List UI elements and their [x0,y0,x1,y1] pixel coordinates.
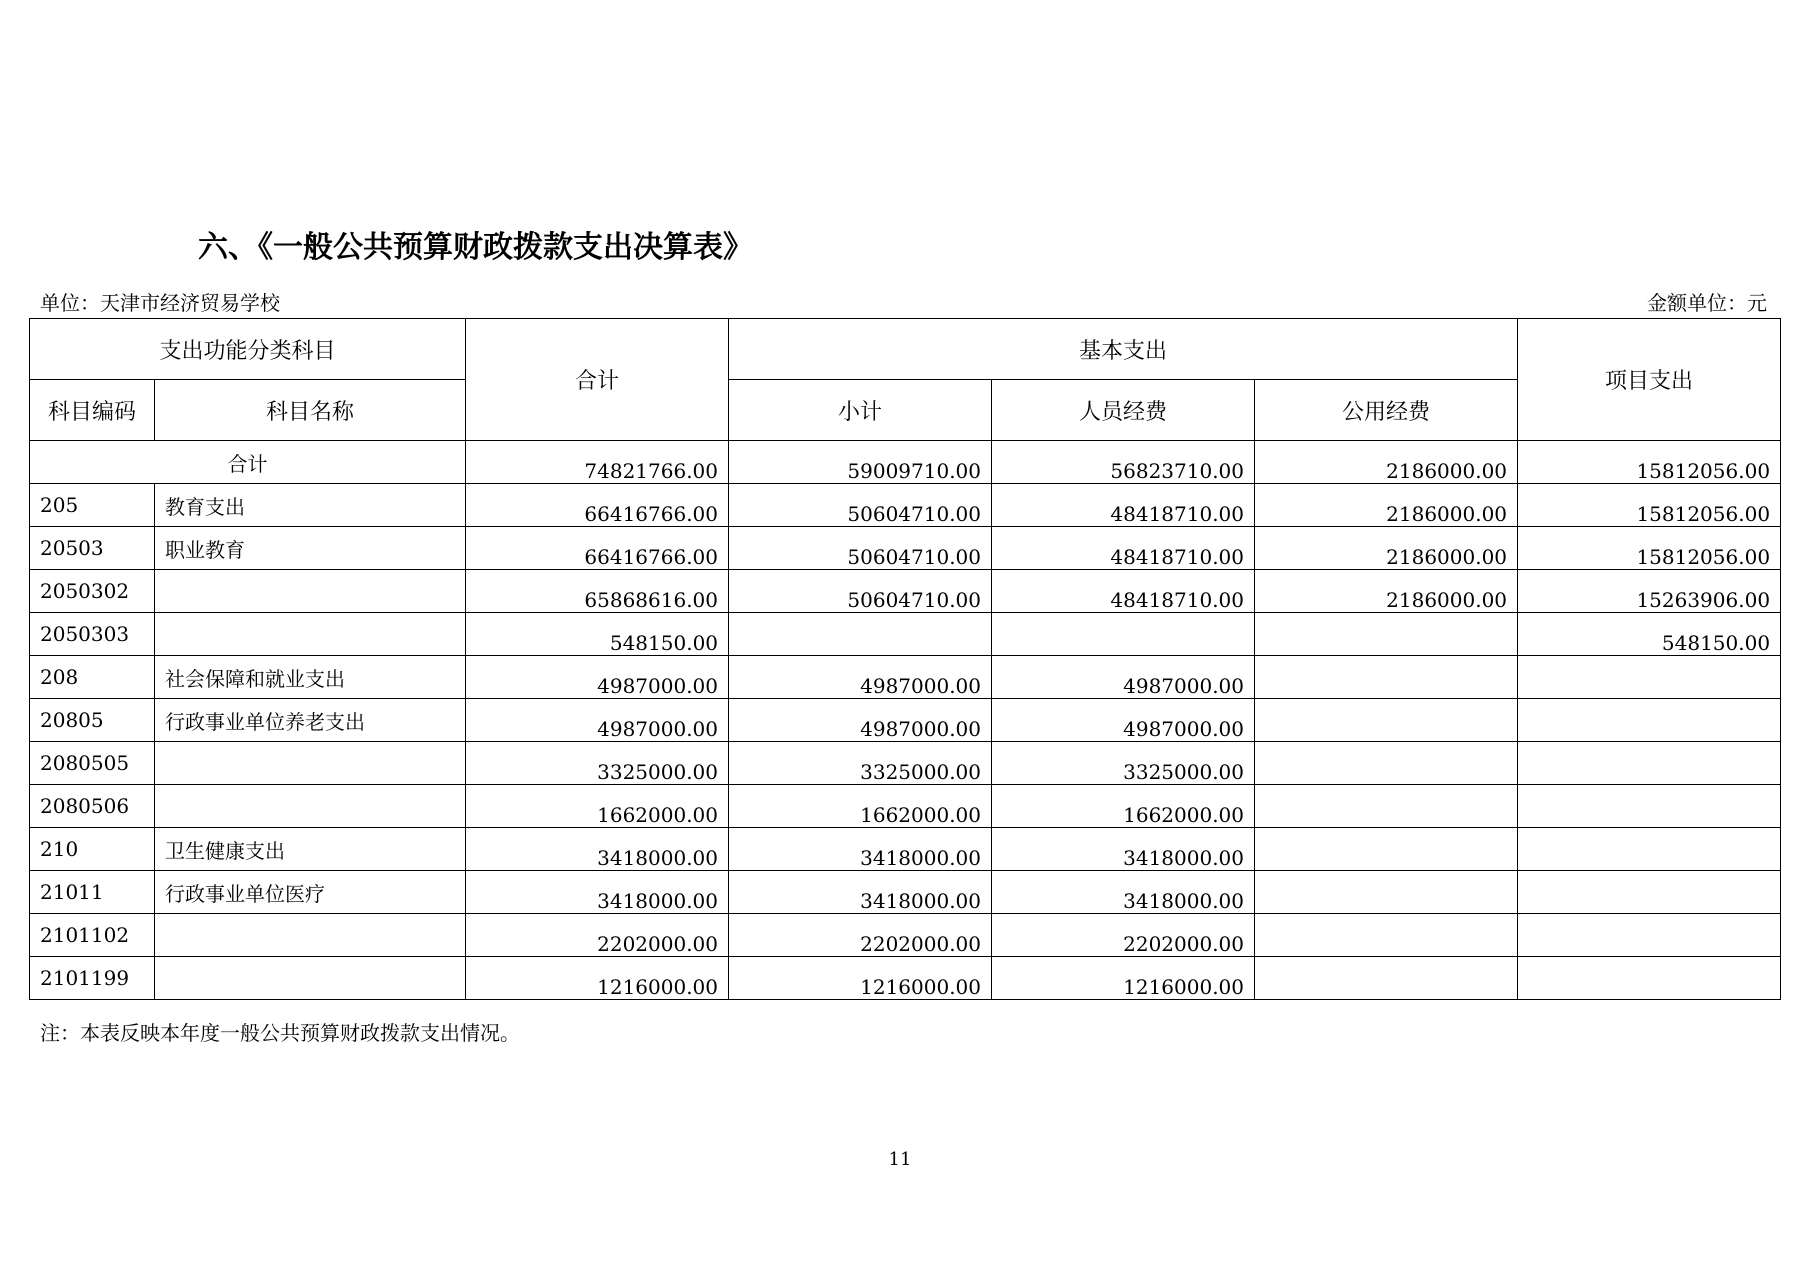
header-project: 项目支出 [1518,319,1781,441]
cell-name [155,613,466,656]
header-code: 科目编码 [30,380,155,441]
cell-total: 3418000.00 [466,828,729,871]
cell-public [1255,613,1518,656]
cell-total: 548150.00 [466,613,729,656]
cell-code: 208 [30,656,155,699]
cell-project [1518,957,1781,1000]
page-number: 11 [888,1149,912,1170]
cell-subtotal: 4987000.00 [729,699,992,742]
cell-public: 2186000.00 [1255,484,1518,527]
cell-personnel: 48418710.00 [992,527,1255,570]
cell-personnel: 1662000.00 [992,785,1255,828]
cell-personnel: 48418710.00 [992,570,1255,613]
cell-code: 2080506 [30,785,155,828]
budget-table [29,318,1781,1000]
cell-name: 教育支出 [155,484,466,527]
cell-code: 20503 [30,527,155,570]
cell-total: 4987000.00 [466,699,729,742]
table-row [30,656,1781,699]
cell-personnel: 4987000.00 [992,656,1255,699]
page-title: 六、《一般公共预算财政拨款支出决算表》 [198,230,753,265]
total-row-public: 2186000.00 [1255,441,1518,484]
cell-code: 210 [30,828,155,871]
cell-personnel: 3325000.00 [992,742,1255,785]
table-row [30,828,1781,871]
total-row-project: 15812056.00 [1518,441,1781,484]
cell-name: 职业教育 [155,527,466,570]
table-row [30,613,1781,656]
cell-public [1255,656,1518,699]
header-basic-group: 基本支出 [729,319,1518,380]
cell-code: 2101102 [30,914,155,957]
cell-personnel [992,613,1255,656]
total-row [30,441,1781,484]
table-row [30,871,1781,914]
total-row-personnel: 56823710.00 [992,441,1255,484]
table-row [30,570,1781,613]
cell-total: 3418000.00 [466,871,729,914]
cell-project [1518,656,1781,699]
cell-subtotal: 50604710.00 [729,484,992,527]
total-row-label: 合计 [30,441,466,484]
cell-code: 205 [30,484,155,527]
cell-name: 行政事业单位养老支出 [155,699,466,742]
cell-total: 4987000.00 [466,656,729,699]
table-row [30,914,1781,957]
cell-project [1518,871,1781,914]
table-row [30,957,1781,1000]
cell-code: 2080505 [30,742,155,785]
header-public: 公用经费 [1255,380,1518,441]
header-total: 合计 [466,319,729,441]
cell-subtotal: 3418000.00 [729,828,992,871]
unit-label: 单位：天津市经济贸易学校 [40,291,280,315]
table-row [30,484,1781,527]
cell-name [155,785,466,828]
cell-project [1518,785,1781,828]
cell-name: 社会保障和就业支出 [155,656,466,699]
cell-subtotal: 2202000.00 [729,914,992,957]
cell-code: 2050303 [30,613,155,656]
cell-public: 2186000.00 [1255,527,1518,570]
cell-subtotal: 4987000.00 [729,656,992,699]
cell-personnel: 3418000.00 [992,871,1255,914]
table-row [30,527,1781,570]
cell-subtotal: 3325000.00 [729,742,992,785]
cell-project: 15812056.00 [1518,484,1781,527]
cell-name [155,957,466,1000]
cell-code: 21011 [30,871,155,914]
cell-subtotal: 1216000.00 [729,957,992,1000]
cell-total: 66416766.00 [466,484,729,527]
cell-name [155,914,466,957]
cell-name [155,570,466,613]
cell-subtotal: 3418000.00 [729,871,992,914]
cell-subtotal: 1662000.00 [729,785,992,828]
cell-code: 2050302 [30,570,155,613]
table-row [30,699,1781,742]
cell-public [1255,828,1518,871]
cell-project [1518,914,1781,957]
cell-total: 3325000.00 [466,742,729,785]
cell-public [1255,742,1518,785]
cell-personnel: 4987000.00 [992,699,1255,742]
cell-public [1255,871,1518,914]
cell-code: 20805 [30,699,155,742]
cell-personnel: 2202000.00 [992,914,1255,957]
cell-public [1255,699,1518,742]
footnote: 注：本表反映本年度一般公共预算财政拨款支出情况。 [40,1021,520,1045]
cell-public [1255,785,1518,828]
cell-project: 548150.00 [1518,613,1781,656]
table-row [30,785,1781,828]
header-row-1 [30,319,1781,380]
cell-total: 65868616.00 [466,570,729,613]
header-category-group: 支出功能分类科目 [30,319,466,380]
cell-personnel: 48418710.00 [992,484,1255,527]
cell-public [1255,957,1518,1000]
header-name: 科目名称 [155,380,466,441]
cell-project: 15812056.00 [1518,527,1781,570]
cell-name: 卫生健康支出 [155,828,466,871]
cell-project [1518,828,1781,871]
cell-name [155,742,466,785]
cell-public [1255,914,1518,957]
amount-unit-label: 金额单位：元 [1647,291,1767,315]
cell-subtotal [729,613,992,656]
cell-subtotal: 50604710.00 [729,570,992,613]
cell-subtotal: 50604710.00 [729,527,992,570]
total-row-subtotal: 59009710.00 [729,441,992,484]
cell-total: 1662000.00 [466,785,729,828]
cell-name: 行政事业单位医疗 [155,871,466,914]
cell-personnel: 3418000.00 [992,828,1255,871]
cell-project [1518,742,1781,785]
cell-project: 15263906.00 [1518,570,1781,613]
cell-total: 1216000.00 [466,957,729,1000]
cell-total: 2202000.00 [466,914,729,957]
header-subtotal: 小计 [729,380,992,441]
total-row-total: 74821766.00 [466,441,729,484]
header-personnel: 人员经费 [992,380,1255,441]
cell-public: 2186000.00 [1255,570,1518,613]
cell-total: 66416766.00 [466,527,729,570]
table-row [30,742,1781,785]
cell-project [1518,699,1781,742]
cell-code: 2101199 [30,957,155,1000]
cell-personnel: 1216000.00 [992,957,1255,1000]
